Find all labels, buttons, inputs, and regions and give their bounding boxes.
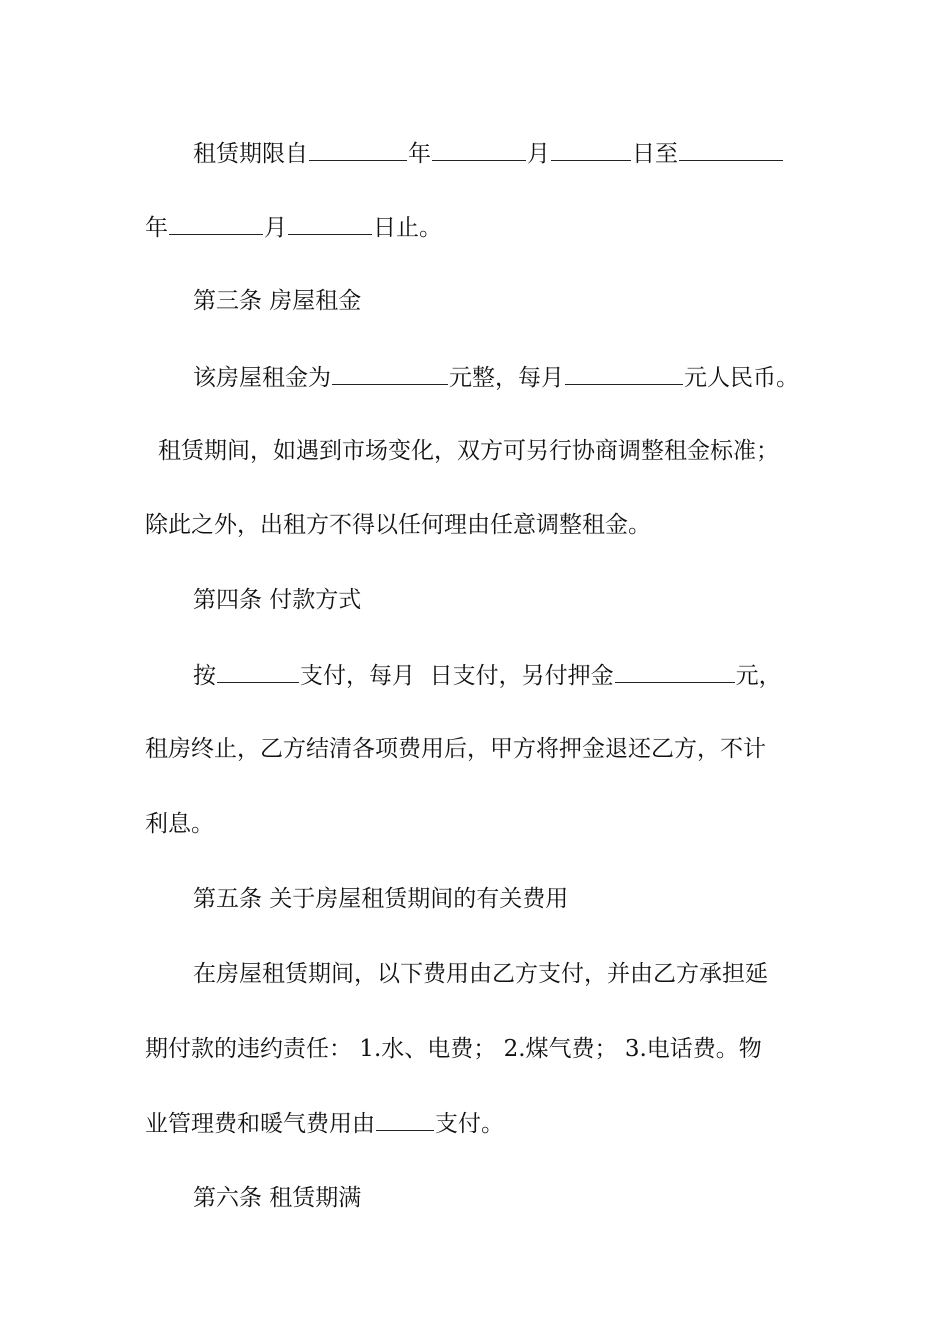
rent-adjust-line-2: 除此之外，出租方不得以任何理由任意调整租金。 (145, 512, 651, 538)
text: 月 (264, 215, 287, 241)
text: 年 (408, 141, 431, 167)
article-4-heading: 第四条 付款方式 (193, 587, 362, 613)
text: 业管理费和暖气费用由 (145, 1111, 375, 1137)
text: 支付。 (435, 1111, 504, 1137)
end-day-blank (288, 212, 372, 235)
rent-adjust-line: 租赁期间，如遇到市场变化，双方可另行协商调整租金标准； (158, 438, 779, 464)
text: 支付，每月 日支付，另付押金 (300, 663, 614, 689)
lease-term-line-1 (0, 138, 950, 169)
deposit-return-line-2: 利息。 (145, 811, 214, 837)
text: 元人民币。 (684, 365, 799, 391)
fees-line-3 (0, 1108, 950, 1139)
text: 元整，每月 (449, 365, 564, 391)
day-blank (551, 138, 631, 161)
payer-blank (376, 1108, 434, 1131)
text: 该房屋租金为 (193, 365, 331, 391)
text: 日止。 (373, 215, 442, 241)
fees-line-2: 期付款的违约责任： 1.水、电费； 2.煤气费； 3.电话费。物 (145, 1036, 762, 1062)
rent-amount-blank (332, 362, 448, 385)
rent-line (0, 362, 950, 393)
monthly-amount-blank (565, 362, 683, 385)
text: 日至 (632, 141, 678, 167)
text: 年 (145, 215, 168, 241)
payment-method-blank (217, 660, 299, 683)
article-5-heading: 第五条 关于房屋租赁期间的有关费用 (193, 886, 569, 912)
text: 租赁期限自 (193, 141, 308, 167)
article-3-heading: 第三条 房屋租金 (193, 288, 362, 314)
deposit-return-line: 租房终止，乙方结清各项费用后，甲方将押金退还乙方，不计 (145, 736, 766, 762)
month-blank (432, 138, 526, 161)
text: 元， (735, 663, 782, 689)
year-blank (309, 138, 407, 161)
payment-line (0, 660, 950, 691)
text: 月 (527, 141, 550, 167)
text: 按 (193, 663, 216, 689)
fees-line-1: 在房屋租赁期间，以下费用由乙方支付，并由乙方承担延 (193, 961, 768, 987)
article-6-heading: 第六条 租赁期满 (193, 1185, 362, 1211)
deposit-blank (615, 660, 735, 683)
lease-term-line-2 (0, 212, 950, 243)
end-month-blank (169, 212, 263, 235)
end-year-blank (679, 138, 783, 161)
